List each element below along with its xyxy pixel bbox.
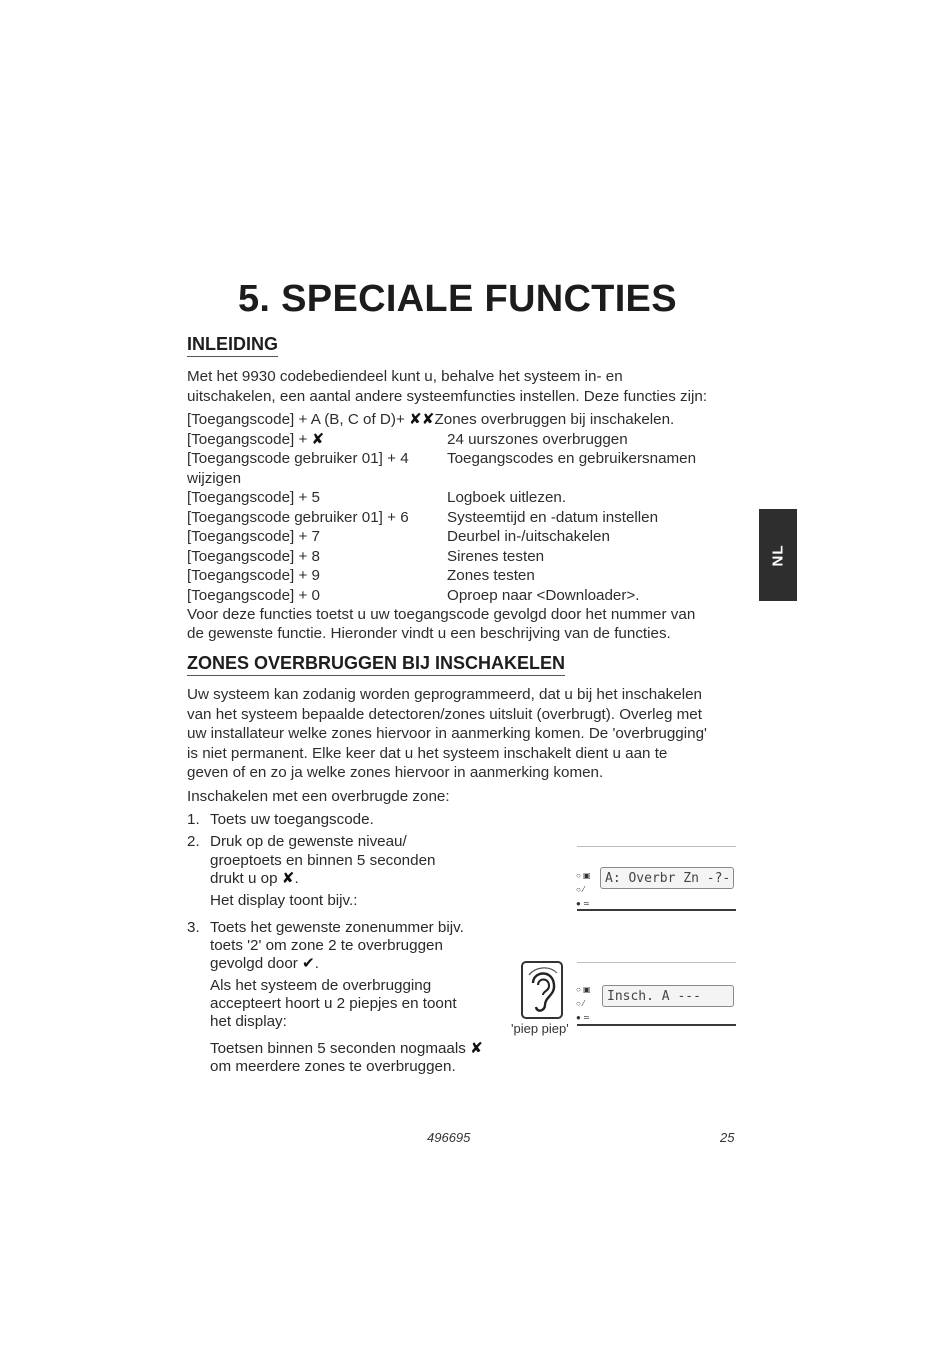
function-desc: Zones testen — [447, 567, 535, 584]
steps-lead: Inschakelen met een overbrugde zone: — [187, 788, 450, 805]
paragraph-line: uw installateur welke zones hiervoor in aanmerking komen. De 'overbrugging' — [187, 725, 707, 742]
x-mark-icon: ✘ — [281, 870, 295, 887]
page-number: 25 — [720, 1130, 735, 1145]
section-heading-zones: ZONES OVERBRUGGEN BIJ INSCHAKELEN — [187, 653, 565, 676]
section-heading-inleiding: INLEIDING — [187, 334, 278, 357]
outro-line-2: de gewenste functie. Hieronder vindt u een beschrijving van de functies. — [187, 625, 671, 642]
paragraph-line: Uw systeem kan zodanig worden geprogrammeerd, dat u bij het inschakelen — [187, 686, 702, 703]
function-desc: 24 uurszones overbruggen — [447, 431, 628, 448]
function-code: [Toegangscode] + 8 — [187, 548, 320, 565]
step-text: Toets uw toegangscode. — [210, 811, 374, 828]
outro-line-1: Voor deze functies toetst u uw toegangscode gevolgd door het nummer van — [187, 606, 696, 623]
step-text: drukt u op ✘. — [210, 870, 299, 887]
led-indicator: ○ ▣ — [576, 985, 591, 994]
function-code: [Toegangscode] + 5 — [187, 489, 320, 506]
led-indicator: ○ ⁄ — [576, 885, 585, 894]
step-subtext: Het display toont bijv.: — [210, 892, 358, 909]
led-indicator: ● ≃ — [576, 1013, 590, 1022]
page-title: 5. SPECIALE FUNCTIES — [238, 278, 677, 320]
function-code: wijzigen — [187, 470, 242, 487]
step-subtext: accepteert hoort u 2 piepjes en toont — [210, 995, 457, 1012]
lcd-screen: A: Overbr Zn -?- — [600, 867, 734, 889]
function-code: [Toegangscode] + A (B, C of D)+ ✘✘Zones overbruggen bij inschakelen. — [187, 411, 675, 428]
step-number: 1. — [187, 811, 200, 828]
step-text: Toets het gewenste zonenummer bijv. — [210, 919, 464, 936]
step-number: 3. — [187, 919, 200, 936]
function-code: [Toegangscode] + ✘ — [187, 431, 325, 448]
language-tab-nl — [759, 509, 797, 601]
beep-caption: 'piep piep' — [511, 1021, 569, 1036]
paragraph-line: geven of en zo ja welke zones hiervoor in aanmerking komen. — [187, 764, 604, 781]
check-mark-icon: ✔ — [302, 955, 315, 972]
doc-number: 496695 — [427, 1130, 471, 1145]
function-code: [Toegangscode] + 0 — [187, 587, 320, 604]
step-subtext: Toetsen binnen 5 seconden nogmaals ✘ — [210, 1040, 483, 1057]
led-indicator: ● ≃ — [576, 899, 590, 908]
paragraph-line: van het systeem bepaalde detectoren/zones uitsluit (overbrugt). Overleg met — [187, 706, 702, 723]
step-number: 2. — [187, 833, 200, 850]
function-desc: Oproep naar <Downloader>. — [447, 587, 640, 604]
display-top-line — [577, 846, 736, 847]
intro-line-2: uitschakelen, een aantal andere systeemfuncties instellen. Deze functies zijn: — [187, 388, 708, 405]
step-subtext: om meerdere zones te overbruggen. — [210, 1058, 456, 1075]
paragraph-line: is niet permanent. Elke keer dat u het systeem inschakelt dient u aan te — [187, 745, 668, 762]
x-mark-icon: ✘ — [470, 1040, 483, 1057]
step-text: Druk op de gewenste niveau/ — [210, 833, 407, 850]
display-top-line — [577, 962, 736, 963]
function-desc: Deurbel in-/uitschakelen — [447, 528, 610, 545]
step-text: toets '2' om zone 2 te overbruggen — [210, 937, 443, 954]
ear-icon — [521, 961, 563, 1019]
step-subtext: het display: — [210, 1013, 287, 1030]
step-text: gevolgd door ✔. — [210, 955, 320, 972]
led-indicator: ○ ⁄ — [576, 999, 585, 1008]
function-desc: Logboek uitlezen. — [447, 489, 567, 506]
function-code: [Toegangscode gebruiker 01] + 6 — [187, 509, 409, 526]
language-tab-label: NL — [769, 544, 787, 566]
step-subtext: Als het systeem de overbrugging — [210, 977, 432, 994]
x-mark-icon: ✘ — [311, 431, 325, 448]
intro-line-1: Met het 9930 codebediendeel kunt u, behalve het systeem in- en — [187, 368, 623, 385]
lcd-screen: Insch. A --- — [602, 985, 734, 1007]
display-bottom-line — [577, 1024, 736, 1026]
x-mark-icon: ✘✘ — [409, 411, 435, 428]
led-indicator: ○ ▣ — [576, 871, 591, 880]
function-desc: Sirenes testen — [447, 548, 545, 565]
step-text: groeptoets en binnen 5 seconden — [210, 852, 436, 869]
function-code: [Toegangscode] + 7 — [187, 528, 320, 545]
function-desc: Toegangscodes en gebruikersnamen — [447, 450, 697, 467]
display-bottom-line — [577, 909, 736, 911]
function-code: [Toegangscode gebruiker 01] + 4 — [187, 450, 409, 467]
function-desc: Systeemtijd en -datum instellen — [447, 509, 659, 526]
function-code: [Toegangscode] + 9 — [187, 567, 320, 584]
